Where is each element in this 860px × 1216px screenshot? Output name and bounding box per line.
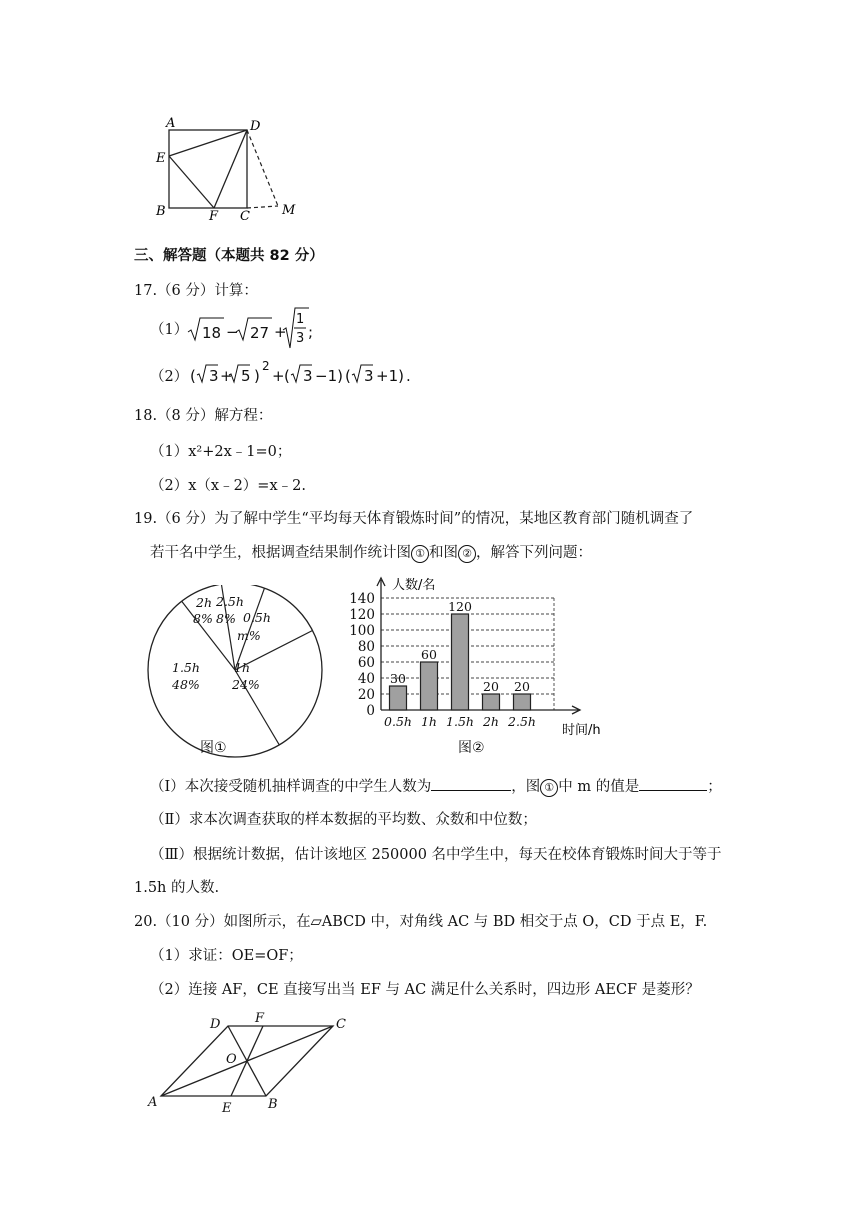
q19-sub1-text-d: ；: [707, 779, 722, 795]
q18-heading: 18.（8 分）解方程：: [134, 408, 273, 424]
square-figure: [150, 112, 310, 224]
pie-value-0.5h: m%: [237, 628, 261, 643]
x-tick-label: 2h: [482, 714, 500, 729]
y-tick-label: 60: [357, 655, 375, 671]
y-tick-label: 40: [357, 671, 375, 687]
svg-text:+: +: [274, 323, 287, 341]
svg-text:2: 2: [262, 359, 270, 373]
bar-chart: [336, 572, 626, 740]
q18-part1: （1）x²+2x﹣1=0；: [150, 444, 292, 460]
y-tick-label: 120: [349, 607, 375, 623]
svg-text:−1): −1): [315, 367, 343, 385]
bar-xlabel: 时间/h: [562, 723, 601, 738]
svg-text:+: +: [220, 367, 233, 385]
y-tick-label: 100: [349, 623, 375, 639]
circled-1: ①: [540, 779, 558, 797]
x-tick-label: 2.5h: [508, 714, 536, 729]
label-B: B: [156, 204, 166, 219]
bar-value-label: 120: [448, 599, 472, 614]
label-D: D: [210, 1017, 221, 1032]
bar-2.5h: [514, 694, 531, 710]
label-D: D: [250, 119, 261, 134]
label-B: B: [268, 1097, 278, 1112]
label-O: O: [226, 1052, 237, 1067]
svg-text:(: (: [190, 367, 196, 385]
svg-text:(: (: [284, 367, 290, 385]
answer-blank-count[interactable]: [431, 776, 511, 791]
svg-text:3: 3: [209, 367, 219, 385]
bar-value-label: 30: [390, 671, 406, 686]
circled-1: ①: [411, 545, 429, 563]
q19-sub1-text-a: （I）本次接受随机抽样调查的中学生人数为: [150, 779, 432, 795]
q19-heading-line1: 19.（6 分）为了解中学生“平均每天体育锻炼时间”的情况，某地区教育部门随机调查了: [134, 511, 694, 527]
svg-text:−: −: [226, 323, 239, 341]
q17-heading: 17.（6 分）计算：: [134, 283, 258, 299]
y-tick-label: 80: [357, 639, 375, 655]
q20-heading: 20.（10 分）如图所示，在▱ABCD 中，对角线 AC 与 BD 相交于点 O，CD 于点 E，F.: [134, 914, 708, 930]
bar-ylabel: 人数/名: [392, 578, 436, 593]
q19-text-a: 若干名中学生，根据调查结果制作统计图: [150, 545, 411, 561]
bar-value-label: 20: [483, 679, 499, 694]
bar-2h: [483, 694, 500, 710]
svg-text:+: +: [272, 367, 285, 385]
bar-1.5h: [452, 614, 469, 710]
q17-part2-formula: [188, 356, 438, 392]
pie-label-1.5h: 1.5h: [172, 660, 200, 675]
label-C: C: [240, 209, 250, 224]
pie-caption: 图①: [200, 740, 227, 756]
svg-text:5: 5: [241, 367, 251, 385]
label-A: A: [166, 116, 176, 131]
q19-heading-line2: [150, 543, 592, 563]
label-C: C: [336, 1017, 346, 1032]
label-A: A: [148, 1095, 158, 1110]
pie-value-2.5h: 8%: [216, 611, 236, 626]
section-heading: 三、解答题（本题共 82 分）: [134, 248, 324, 264]
bar-value-label: 60: [421, 647, 437, 662]
svg-text:(: (: [345, 367, 351, 385]
bar-caption: 图②: [458, 740, 485, 756]
pie-value-1h: 24%: [232, 677, 260, 692]
q19-sub1-text-c: 中 m 的值是: [558, 779, 640, 795]
q17-part2-label: （2）: [150, 369, 189, 385]
q19-text-c: ，解答下列问题：: [476, 545, 592, 561]
svg-text:27: 27: [250, 324, 270, 342]
answer-blank-m[interactable]: [639, 776, 707, 791]
q19-text-b: 和图: [429, 545, 458, 561]
svg-text:.: .: [406, 367, 411, 385]
q19-sub3-line1: （Ⅲ）根据统计数据，估计该地区 250000 名中学生中，每天在校体育锻炼时间大于等于: [150, 847, 722, 863]
label-E: E: [222, 1101, 232, 1116]
label-M: M: [282, 203, 296, 218]
q19-sub2: （Ⅱ）求本次调查获取的样本数据的平均数、众数和中位数；: [150, 812, 537, 828]
bar-1h: [421, 662, 438, 710]
pie-value-2h: 8%: [193, 611, 213, 626]
y-tick-label: 20: [357, 687, 375, 703]
svg-text:3: 3: [364, 367, 374, 385]
q18-part2: （2）x（x﹣2）=x﹣2.: [150, 478, 306, 494]
parallelogram-figure: [140, 1008, 360, 1118]
q17-part1-formula: [186, 304, 316, 354]
circled-2: ②: [458, 545, 476, 563]
q17-part1-label: （1）: [150, 322, 189, 338]
svg-text:): ): [254, 367, 260, 385]
svg-text:1: 1: [296, 312, 305, 327]
pie-label-0.5h: 0.5h: [243, 610, 271, 625]
pie-label-2h: 2h: [196, 595, 213, 610]
pie-chart: [140, 585, 340, 760]
x-tick-label: 1h: [420, 714, 438, 729]
pie-value-1.5h: 48%: [172, 677, 200, 692]
svg-text:3: 3: [296, 331, 305, 346]
x-tick-label: 1.5h: [446, 714, 474, 729]
label-F: F: [255, 1011, 265, 1026]
y-tick-label: 140: [349, 591, 375, 607]
q19-sub3-line2: 1.5h 的人数.: [134, 880, 220, 896]
bar-0.5h: [390, 686, 407, 710]
pie-label-1h: 1h: [234, 660, 251, 675]
x-tick-label: 0.5h: [384, 714, 412, 729]
svg-text:18: 18: [202, 324, 222, 342]
svg-text:3: 3: [303, 367, 313, 385]
q19-sub1-text-b: ，图: [511, 779, 541, 795]
y-tick-label: 0: [366, 703, 375, 719]
label-E: E: [156, 151, 166, 166]
label-F: F: [209, 209, 219, 224]
q20-part1: （1）求证：OE=OF；: [150, 948, 303, 964]
q19-sub1: [150, 776, 722, 797]
bar-value-label: 20: [514, 679, 530, 694]
q20-part2: （2）连接 AF，CE 直接写出当 EF 与 AC 满足什么关系时，四边形 AECF 是菱形？: [150, 982, 700, 998]
svg-text:;: ;: [308, 323, 314, 341]
pie-label-2.5h: 2.5h: [216, 594, 244, 609]
svg-text:+1): +1): [376, 367, 404, 385]
